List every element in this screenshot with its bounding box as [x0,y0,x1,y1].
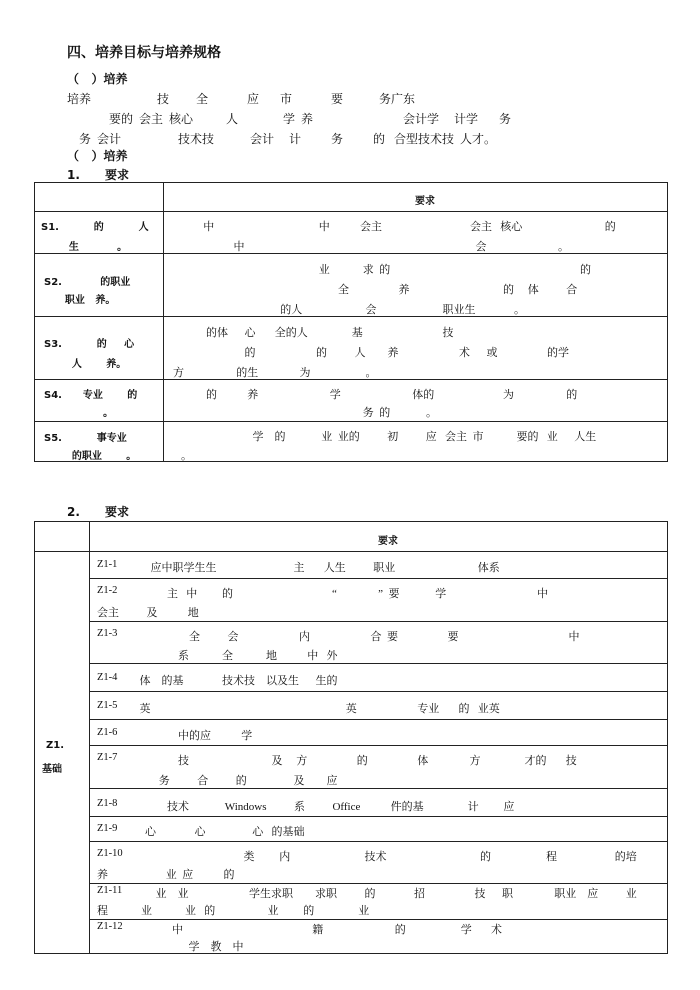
table1-row-text: 全 养 的 体 合 [173,284,578,296]
row-code: Z1-12 [97,921,123,932]
row-text: 业 业 学生求职 求职 的 招 技 职 职业 应 业 [128,888,637,900]
row-text: 心 心 心 的基础 [123,826,305,838]
table1-row-text: 的 养 学 体的 为 的 [173,389,578,401]
table1-row-text: 业 求 的 的 [173,264,591,276]
table2-side-label: Z1. [46,740,65,751]
table1-row-label: 人 养。 [44,359,127,370]
row-text: 学 教 中 [128,941,244,953]
row-text: 中 籍 的 学 术 [128,924,502,936]
row-code: Z1-8 [97,798,118,809]
knowledge-requirements-table [34,521,668,954]
table1-row-label: S5. 事专业 [44,433,127,444]
table1-row-text: 务 的 。 [173,407,437,419]
row-text: 技术 Windows 系 Office 件的基 计 应 [123,801,515,813]
table1-row-text: 学 的 业 业的 初 应 会主 市 要的 业 人生 [181,431,597,443]
row-text: 体 的基 技术技 以及生 生的 [123,675,338,687]
sub1-line: 务 会计 技术技 会计 计 务 的 合型技术技 人才。 [67,132,497,146]
row-code: Z1-7 [97,752,118,763]
quality-requirements-table [34,182,668,462]
sub1-heading: （ ）培养 [67,72,128,86]
row-text: 英 英 专业 的 业英 [123,703,500,715]
row-code: Z1-4 [97,672,118,683]
row-text: 中的应 学 [123,730,253,742]
row-text: 技 及 方 的 体 方 才的 技 [123,755,577,767]
table1-row-label: S4. 专业 的 [44,390,138,401]
row-text: 主 中 的 “ ” 要 学 中 [123,588,549,600]
row-text: 会主 及 地 [97,607,199,619]
sub2-heading: （ ）培养 [67,149,128,163]
row-code: Z1-6 [97,727,118,738]
table1-row-text: 中 会 。 [173,241,569,253]
table1-row-text: 的人 会 职业生 。 [173,304,525,316]
row-text: 类 内 技术 的 程 的培 [128,851,637,863]
row-code: Z1-5 [97,700,118,711]
row-code: Z1-3 [97,628,118,639]
table2-header: 要求 [378,536,398,547]
table1-header: 要求 [415,196,435,207]
row-text: 程 业 业 的 业 的 业 [97,905,370,917]
table1-row-label: S1. 的 人 [41,222,149,233]
table1-row-text: 的 的 人 养 术 或 的学 [173,347,569,359]
table1-row-label: S2. 的职业 [44,277,131,288]
sub1-line: 要的 会主 核心 人 学 养 会计学 计学 务 [67,112,512,126]
table1-row-text: 的体 心 全的人 基 技 [173,327,454,339]
table2-side-label: 基础 [42,764,62,775]
row-text: 务 合 的 及 应 [123,775,338,787]
row-code: Z1-10 [97,848,123,859]
table1-row-label: 。 [44,408,114,419]
row-text: 系 全 地 中 外 [123,650,338,662]
section-title: 四、培养目标与培养规格 [67,45,221,61]
table2-heading: 2. 要求 [67,505,129,519]
row-code: Z1-11 [97,885,123,896]
row-code: Z1-1 [97,559,118,570]
row-text: 全 会 内 合 要 要 中 [123,631,580,643]
table1-row-label: 的职业 。 [44,451,137,462]
table1-row-label: 职业 养。 [44,295,116,306]
table1-row-text: 。 [181,450,192,462]
table1-row-label: S3. 的 心 [44,339,135,350]
row-code: Z1-9 [97,823,118,834]
sub1-line: 培养 技 全 应 市 要 务广东 [67,92,416,106]
table1-row-text: 方 的生 为 。 [173,367,377,379]
table1-heading: 1. 要求 [67,168,129,182]
row-code: Z1-2 [97,585,118,596]
table1-row-label: 生 。 [41,242,128,253]
table1-row-text: 中 中 会主 会主 核心 的 [173,221,616,233]
row-text: 应中职学生生 主 人生 职业 体系 [123,562,500,574]
row-text: 养 业 应 的 [97,869,235,881]
